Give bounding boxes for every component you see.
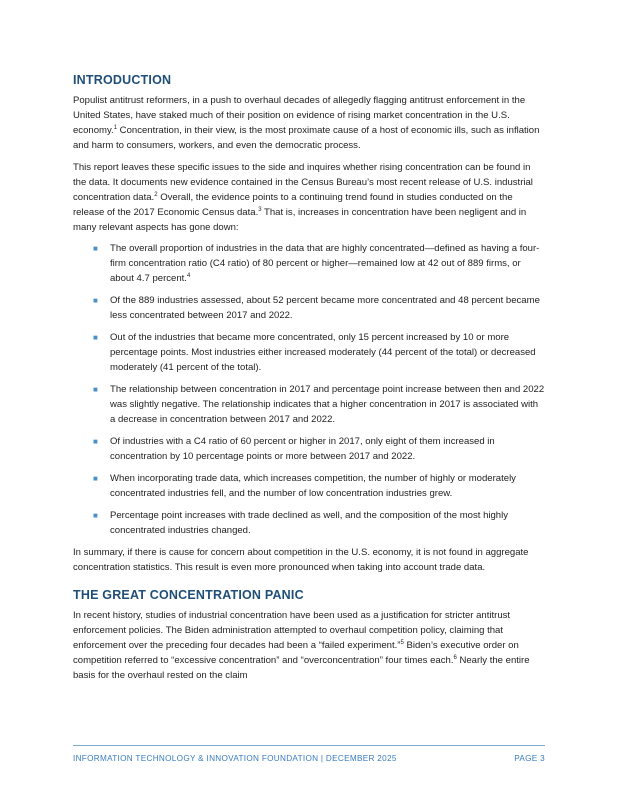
page-footer bbox=[73, 745, 545, 763]
intro-heading: INTRODUCTION bbox=[73, 73, 172, 87]
square-bullet-icon: ■ bbox=[93, 385, 98, 394]
list-item: ■ Out of the industries that became more concentrated, only 15 percent increased by 10 or more percentage points. Most industries either increased moderately (44 percent of the total) or decreased moderately (41 percent of the total). bbox=[93, 332, 536, 373]
footnote-ref[interactable]: 6 bbox=[453, 654, 457, 661]
square-bullet-icon: ■ bbox=[93, 437, 98, 446]
intro-paragraph-1: Populist antitrust reformers, in a push to overhaul decades of allegedly flagging antitrust enforcement in the United States, have staked much of their position on evidence of rising market concentration in the U.S. economy.$^1$ Concentration, in their view, is the most proximate cause of a host of economic ills, such as inflation and harm to consumers, workers, and even the democratic process. bbox=[73, 95, 540, 151]
page-number: PAGE 3 bbox=[514, 754, 545, 763]
footnote-ref[interactable]: 4 bbox=[186, 272, 191, 279]
square-bullet-icon: ■ bbox=[93, 296, 98, 305]
footnote-ref[interactable]: 3 bbox=[258, 206, 262, 213]
page-body bbox=[73, 72, 545, 683]
footer-publisher: INFORMATION TECHNOLOGY & INNOVATION FOUNDATION | DECEMBER 2025 bbox=[73, 754, 397, 763]
square-bullet-icon: ■ bbox=[93, 333, 98, 342]
footnote-ref[interactable]: 2 bbox=[154, 191, 158, 198]
square-bullet-icon: ■ bbox=[93, 474, 98, 483]
list-item: ■ When incorporating trade data, which increases competition, the number of highly or moderately concentrated industries fell, and the number of low concentration industries grew. bbox=[93, 473, 516, 499]
panic-paragraph-1: In recent history, studies of industrial concentration have been used as a justification for stricter antitrust enforcement policies. The Biden administration attempted to overhaul competition policy, claiming that enforcement over the preceding four decades had been a “failed experiment.”$^5$ Biden’s executive order on competition referred to “excessive concentration” and “overconcentration” four times each.$^6$ Nearly the entire basis for the overhaul rested on the claim bbox=[73, 610, 530, 681]
square-bullet-icon: ■ bbox=[93, 511, 98, 520]
list-item: ■ Of the 889 industries assessed, about 52 percent became more concentrated and 48 percent became less concentrated between 2017 and 2022. bbox=[93, 295, 540, 321]
summary-paragraph: In summary, if there is cause for concern about competition in the U.S. economy, it is not found in aggregate concentration statistics. This result is even more pronounced when taking into account trade data. bbox=[73, 547, 529, 573]
footnote-ref[interactable]: 1 bbox=[113, 124, 118, 131]
findings-list bbox=[73, 241, 545, 538]
intro-paragraph-2: This report leaves these specific issues to the side and inquires whether rising concentration can be found in the data. It documents new evidence contained in the Census Bureau’s most recent release of U.S. industrial concentration data.$^2$ Overall, the evidence points to a continuing trend found in studies conducted on the release of the 2017 Economic Census data.$^3$ That is, increases in concentration have been negligent and in many relevant aspects has gone down: bbox=[73, 162, 533, 233]
list-item: ■ The relationship between concentration in 2017 and percentage point increase between then and 2022 was slightly negative. The relationship indicates that a higher concentration in 2017 is associated with a decrease in concentration between 2017 and 2022. bbox=[93, 384, 545, 425]
footnote-ref[interactable]: 5 bbox=[400, 639, 404, 646]
list-item: ■ The overall proportion of industries in the data that are highly concentrated—defined as having a four-firm concentration ratio (C4 ratio) of 80 percent or higher—remained low at 42 out of 889 firms, or about 4.7 percent.$^4$ bbox=[93, 243, 540, 284]
square-bullet-icon: ■ bbox=[93, 244, 98, 253]
list-item: ■ Percentage point increases with trade declined as well, and the composition of the most highly concentrated industries changed. bbox=[93, 510, 509, 536]
panic-heading: THE GREAT CONCENTRATION PANIC bbox=[73, 588, 304, 602]
list-item: ■ Of industries with a C4 ratio of 60 percent or higher in 2017, only eight of them increased in concentration by 10 percentage points or more between 2017 and 2022. bbox=[93, 436, 495, 462]
